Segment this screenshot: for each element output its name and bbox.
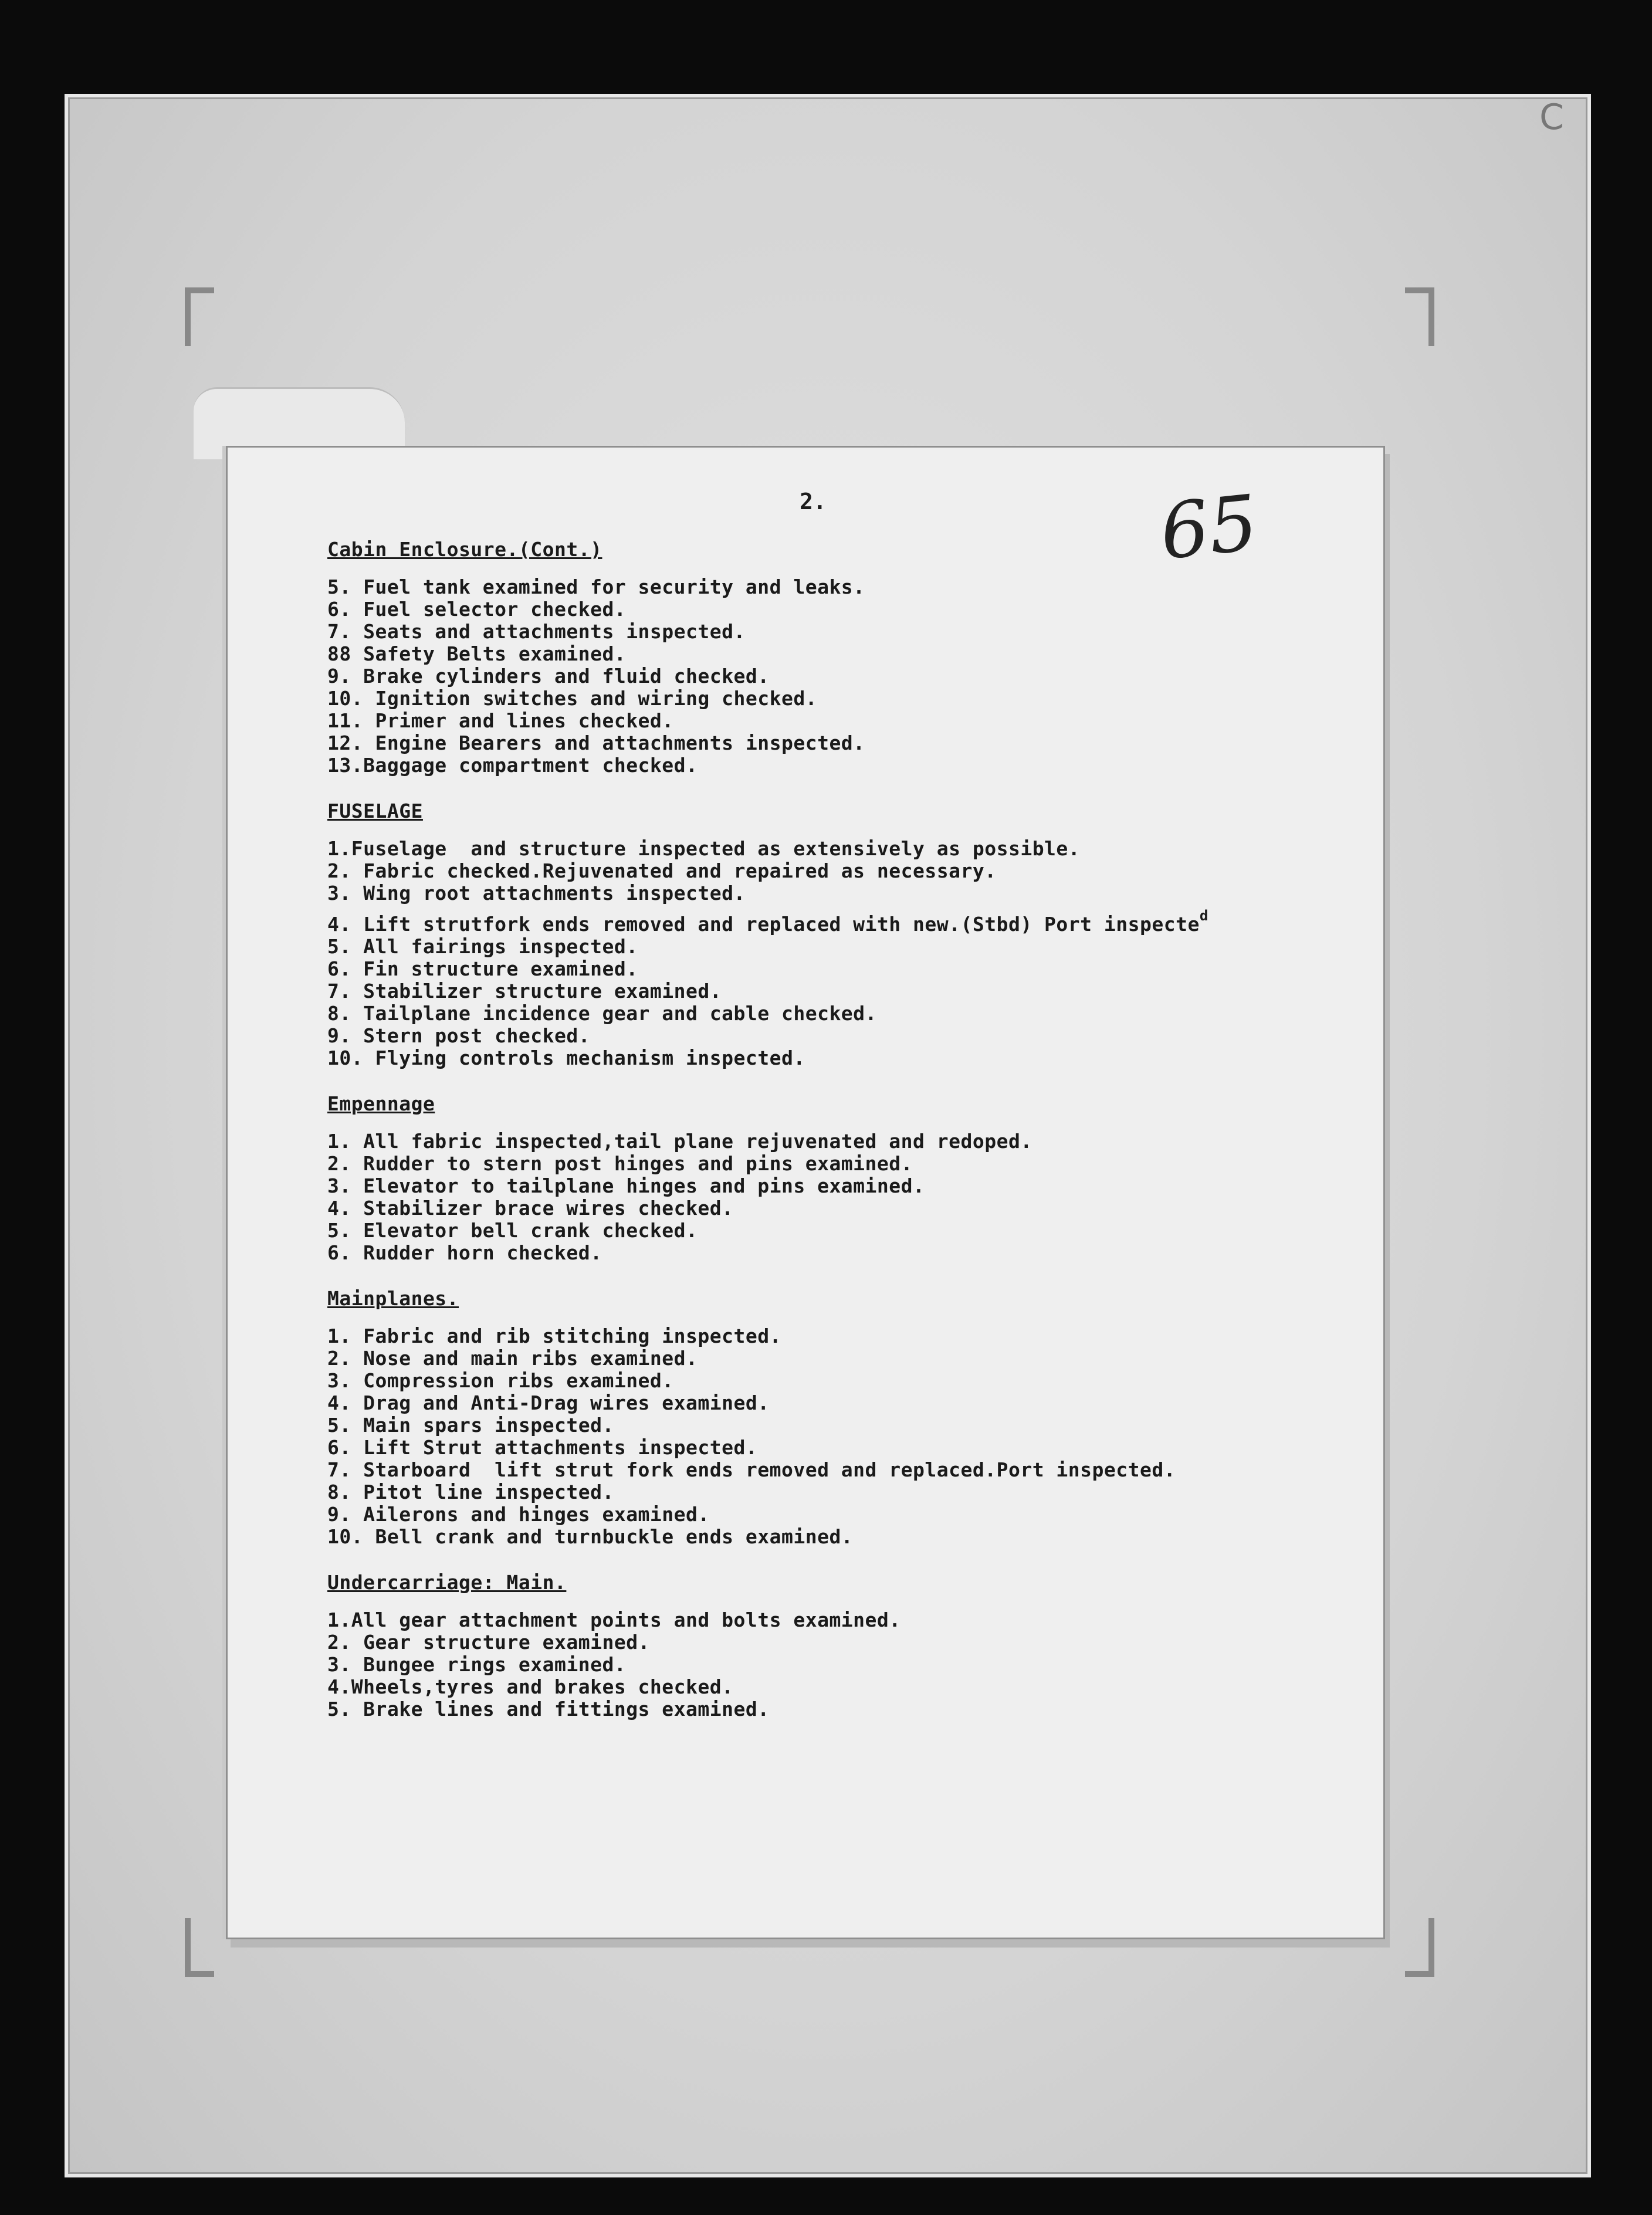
section-undercarriage — [327, 1572, 1366, 1720]
list-item: 2. Fabric checked.Rejuvenated and repaired as necessary. — [327, 859, 997, 882]
list-item: 4. Stabilizer brace wires checked. — [327, 1197, 734, 1220]
list-item: 4.Wheels,tyres and brakes checked. — [327, 1675, 734, 1698]
crop-mark-bottom-left — [185, 1918, 214, 1977]
crop-mark-top-right — [1405, 287, 1434, 346]
list-item: 88 Safety Belts examined. — [327, 642, 627, 665]
list-item: 1.All gear attachment points and bolts examined. — [327, 1608, 901, 1631]
list-item: 10. Flying controls mechanism inspected. — [327, 1046, 805, 1069]
list-item: 2. Rudder to stern post hinges and pins examined. — [327, 1152, 913, 1175]
list-item: 13.Baggage compartment checked. — [327, 754, 698, 777]
list-item: 7. Seats and attachments inspected. — [327, 620, 746, 643]
list-item: 5. Main spars inspected. — [327, 1414, 614, 1437]
list-item: 5. All fairings inspected. — [327, 935, 638, 958]
list-item: 6. Rudder horn checked. — [327, 1241, 602, 1264]
list-item: 6. Fin structure examined. — [327, 957, 638, 980]
section-heading: Cabin Enclosure.(Cont.) — [327, 538, 602, 561]
list-item: 5. Fuel tank examined for security and leaks. — [327, 575, 865, 598]
page-number: 2. — [800, 489, 827, 514]
list-item: 1.Fuselage and structure inspected as extensively as possible. — [327, 837, 1081, 860]
section-heading: FUSELAGE — [327, 800, 423, 822]
section-cabin-enclosure — [327, 538, 1366, 777]
list-item: 8. Tailplane incidence gear and cable checked. — [327, 1002, 877, 1025]
corner-mark: C — [1539, 97, 1564, 138]
crop-mark-bottom-right — [1405, 1918, 1434, 1977]
list-item: 5. Elevator bell crank checked. — [327, 1219, 698, 1242]
list-item: 7. Stabilizer structure examined. — [327, 980, 722, 1002]
inspection-list — [327, 538, 1366, 1744]
list-item: 11. Primer and lines checked. — [327, 709, 674, 732]
list-item: 3. Compression ribs examined. — [327, 1369, 674, 1392]
list-item: 9. Stern post checked. — [327, 1024, 591, 1047]
list-item: 5. Brake lines and fittings examined. — [327, 1698, 770, 1720]
list-item: 3. Elevator to tailplane hinges and pins examined. — [327, 1174, 925, 1197]
list-item: 3. Wing root attachments inspected. — [327, 882, 746, 905]
list-item: 4. Drag and Anti-Drag wires examined. — [327, 1391, 770, 1414]
section-heading: Empennage — [327, 1092, 435, 1115]
list-item: 7. Starboard lift strut fork ends removed and replaced.Port inspected. — [327, 1458, 1176, 1481]
section-fuselage — [327, 800, 1366, 1069]
list-item: 1. All fabric inspected,tail plane rejuvenated and redoped. — [327, 1130, 1032, 1153]
crop-mark-top-left — [185, 287, 214, 346]
list-item: 6. Lift Strut attachments inspected. — [327, 1436, 758, 1459]
list-item: 12. Engine Bearers and attachments inspected. — [327, 731, 865, 754]
list-item: 8. Pitot line inspected. — [327, 1481, 614, 1503]
list-item: 10. Ignition switches and wiring checked. — [327, 687, 818, 710]
list-item: 9. Ailerons and hinges examined. — [327, 1503, 710, 1526]
list-item: 10. Bell crank and turnbuckle ends examined. — [327, 1525, 854, 1548]
superscript-letter: d — [1199, 907, 1208, 924]
list-item: 6. Fuel selector checked. — [327, 598, 627, 621]
section-empennage — [327, 1093, 1366, 1264]
section-mainplanes — [327, 1288, 1366, 1548]
list-item-text: 4. Lift strutfork ends removed and replaced with new.(Stbd) Port inspecte — [327, 913, 1200, 936]
list-item: 3. Bungee rings examined. — [327, 1653, 627, 1676]
document-page — [226, 446, 1385, 1939]
list-item: 9. Brake cylinders and fluid checked. — [327, 665, 770, 687]
section-heading: Mainplanes. — [327, 1287, 459, 1310]
list-item: 2. Nose and main ribs examined. — [327, 1347, 698, 1370]
handwritten-folio-number: 65 — [1156, 477, 1262, 577]
list-item: 1. Fabric and rib stitching inspected. — [327, 1325, 781, 1347]
list-item-with-superscript — [327, 905, 1366, 936]
list-item: 2. Gear structure examined. — [327, 1631, 650, 1654]
section-heading: Undercarriage: Main. — [327, 1571, 567, 1594]
